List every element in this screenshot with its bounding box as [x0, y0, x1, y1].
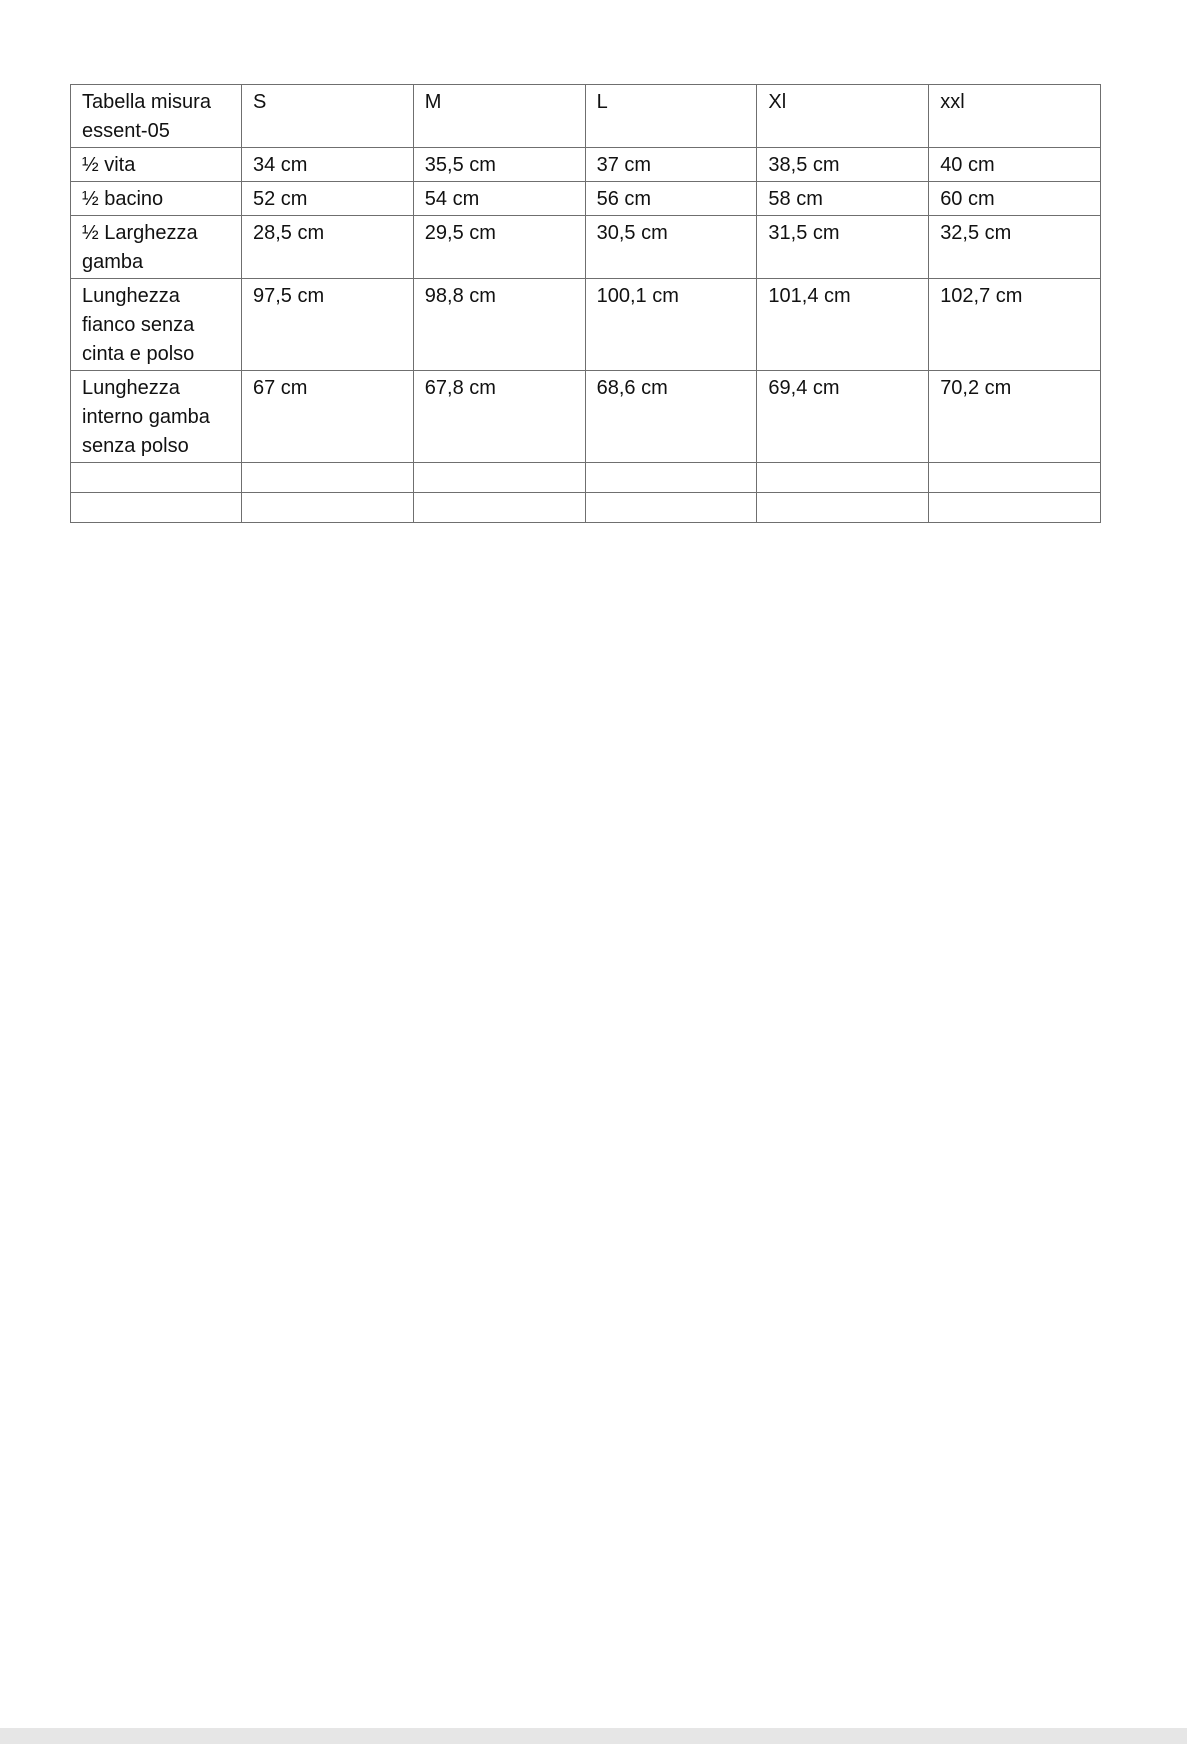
- size-header-m: M: [413, 85, 585, 148]
- table-cell: 56 cm: [585, 182, 757, 216]
- empty-table-row: [71, 463, 1101, 493]
- table-row: [71, 148, 1101, 182]
- table-row: [71, 371, 1101, 463]
- size-header-xxl: xxl: [929, 85, 1101, 148]
- table-cell: 97,5 cm: [242, 279, 414, 371]
- table-cell: 38,5 cm: [757, 148, 929, 182]
- table-cell: 70,2 cm: [929, 371, 1101, 463]
- empty-cell: [242, 463, 414, 493]
- empty-table-row: [71, 493, 1101, 523]
- table-cell: 40 cm: [929, 148, 1101, 182]
- table-cell: 68,6 cm: [585, 371, 757, 463]
- row-label: Lunghezza interno gamba senza polso: [71, 371, 242, 463]
- table-cell: 34 cm: [242, 148, 414, 182]
- table-cell: 58 cm: [757, 182, 929, 216]
- table-cell: 102,7 cm: [929, 279, 1101, 371]
- row-label: ½ vita: [71, 148, 242, 182]
- table-cell: 30,5 cm: [585, 216, 757, 279]
- table-cell: 28,5 cm: [242, 216, 414, 279]
- empty-cell: [757, 493, 929, 523]
- empty-cell: [757, 463, 929, 493]
- empty-cell: [585, 493, 757, 523]
- table-row: [71, 182, 1101, 216]
- row-label: Lunghezza fianco senza cinta e polso: [71, 279, 242, 371]
- size-table: [70, 84, 1101, 523]
- table-header-row: [71, 85, 1101, 148]
- row-label: ½ bacino: [71, 182, 242, 216]
- empty-cell: [413, 463, 585, 493]
- size-header-xl: Xl: [757, 85, 929, 148]
- table-cell: 31,5 cm: [757, 216, 929, 279]
- empty-cell: [585, 463, 757, 493]
- viewer-bottom-bar: [0, 1728, 1187, 1744]
- empty-cell: [242, 493, 414, 523]
- table-cell: 35,5 cm: [413, 148, 585, 182]
- row-label: ½ Larghezza gamba: [71, 216, 242, 279]
- empty-cell: [929, 493, 1101, 523]
- table-cell: 67 cm: [242, 371, 414, 463]
- table-cell: 69,4 cm: [757, 371, 929, 463]
- table-row: [71, 279, 1101, 371]
- table-cell: 67,8 cm: [413, 371, 585, 463]
- empty-cell: [71, 463, 242, 493]
- table-title-cell: Tabella misura essent-05: [71, 85, 242, 148]
- empty-cell: [71, 493, 242, 523]
- table-cell: 98,8 cm: [413, 279, 585, 371]
- size-header-s: S: [242, 85, 414, 148]
- table-cell: 54 cm: [413, 182, 585, 216]
- table-row: [71, 216, 1101, 279]
- size-header-l: L: [585, 85, 757, 148]
- empty-cell: [929, 463, 1101, 493]
- table-cell: 37 cm: [585, 148, 757, 182]
- table-cell: 29,5 cm: [413, 216, 585, 279]
- table-cell: 60 cm: [929, 182, 1101, 216]
- table-cell: 100,1 cm: [585, 279, 757, 371]
- empty-cell: [413, 493, 585, 523]
- table-cell: 32,5 cm: [929, 216, 1101, 279]
- table-cell: 52 cm: [242, 182, 414, 216]
- table-cell: 101,4 cm: [757, 279, 929, 371]
